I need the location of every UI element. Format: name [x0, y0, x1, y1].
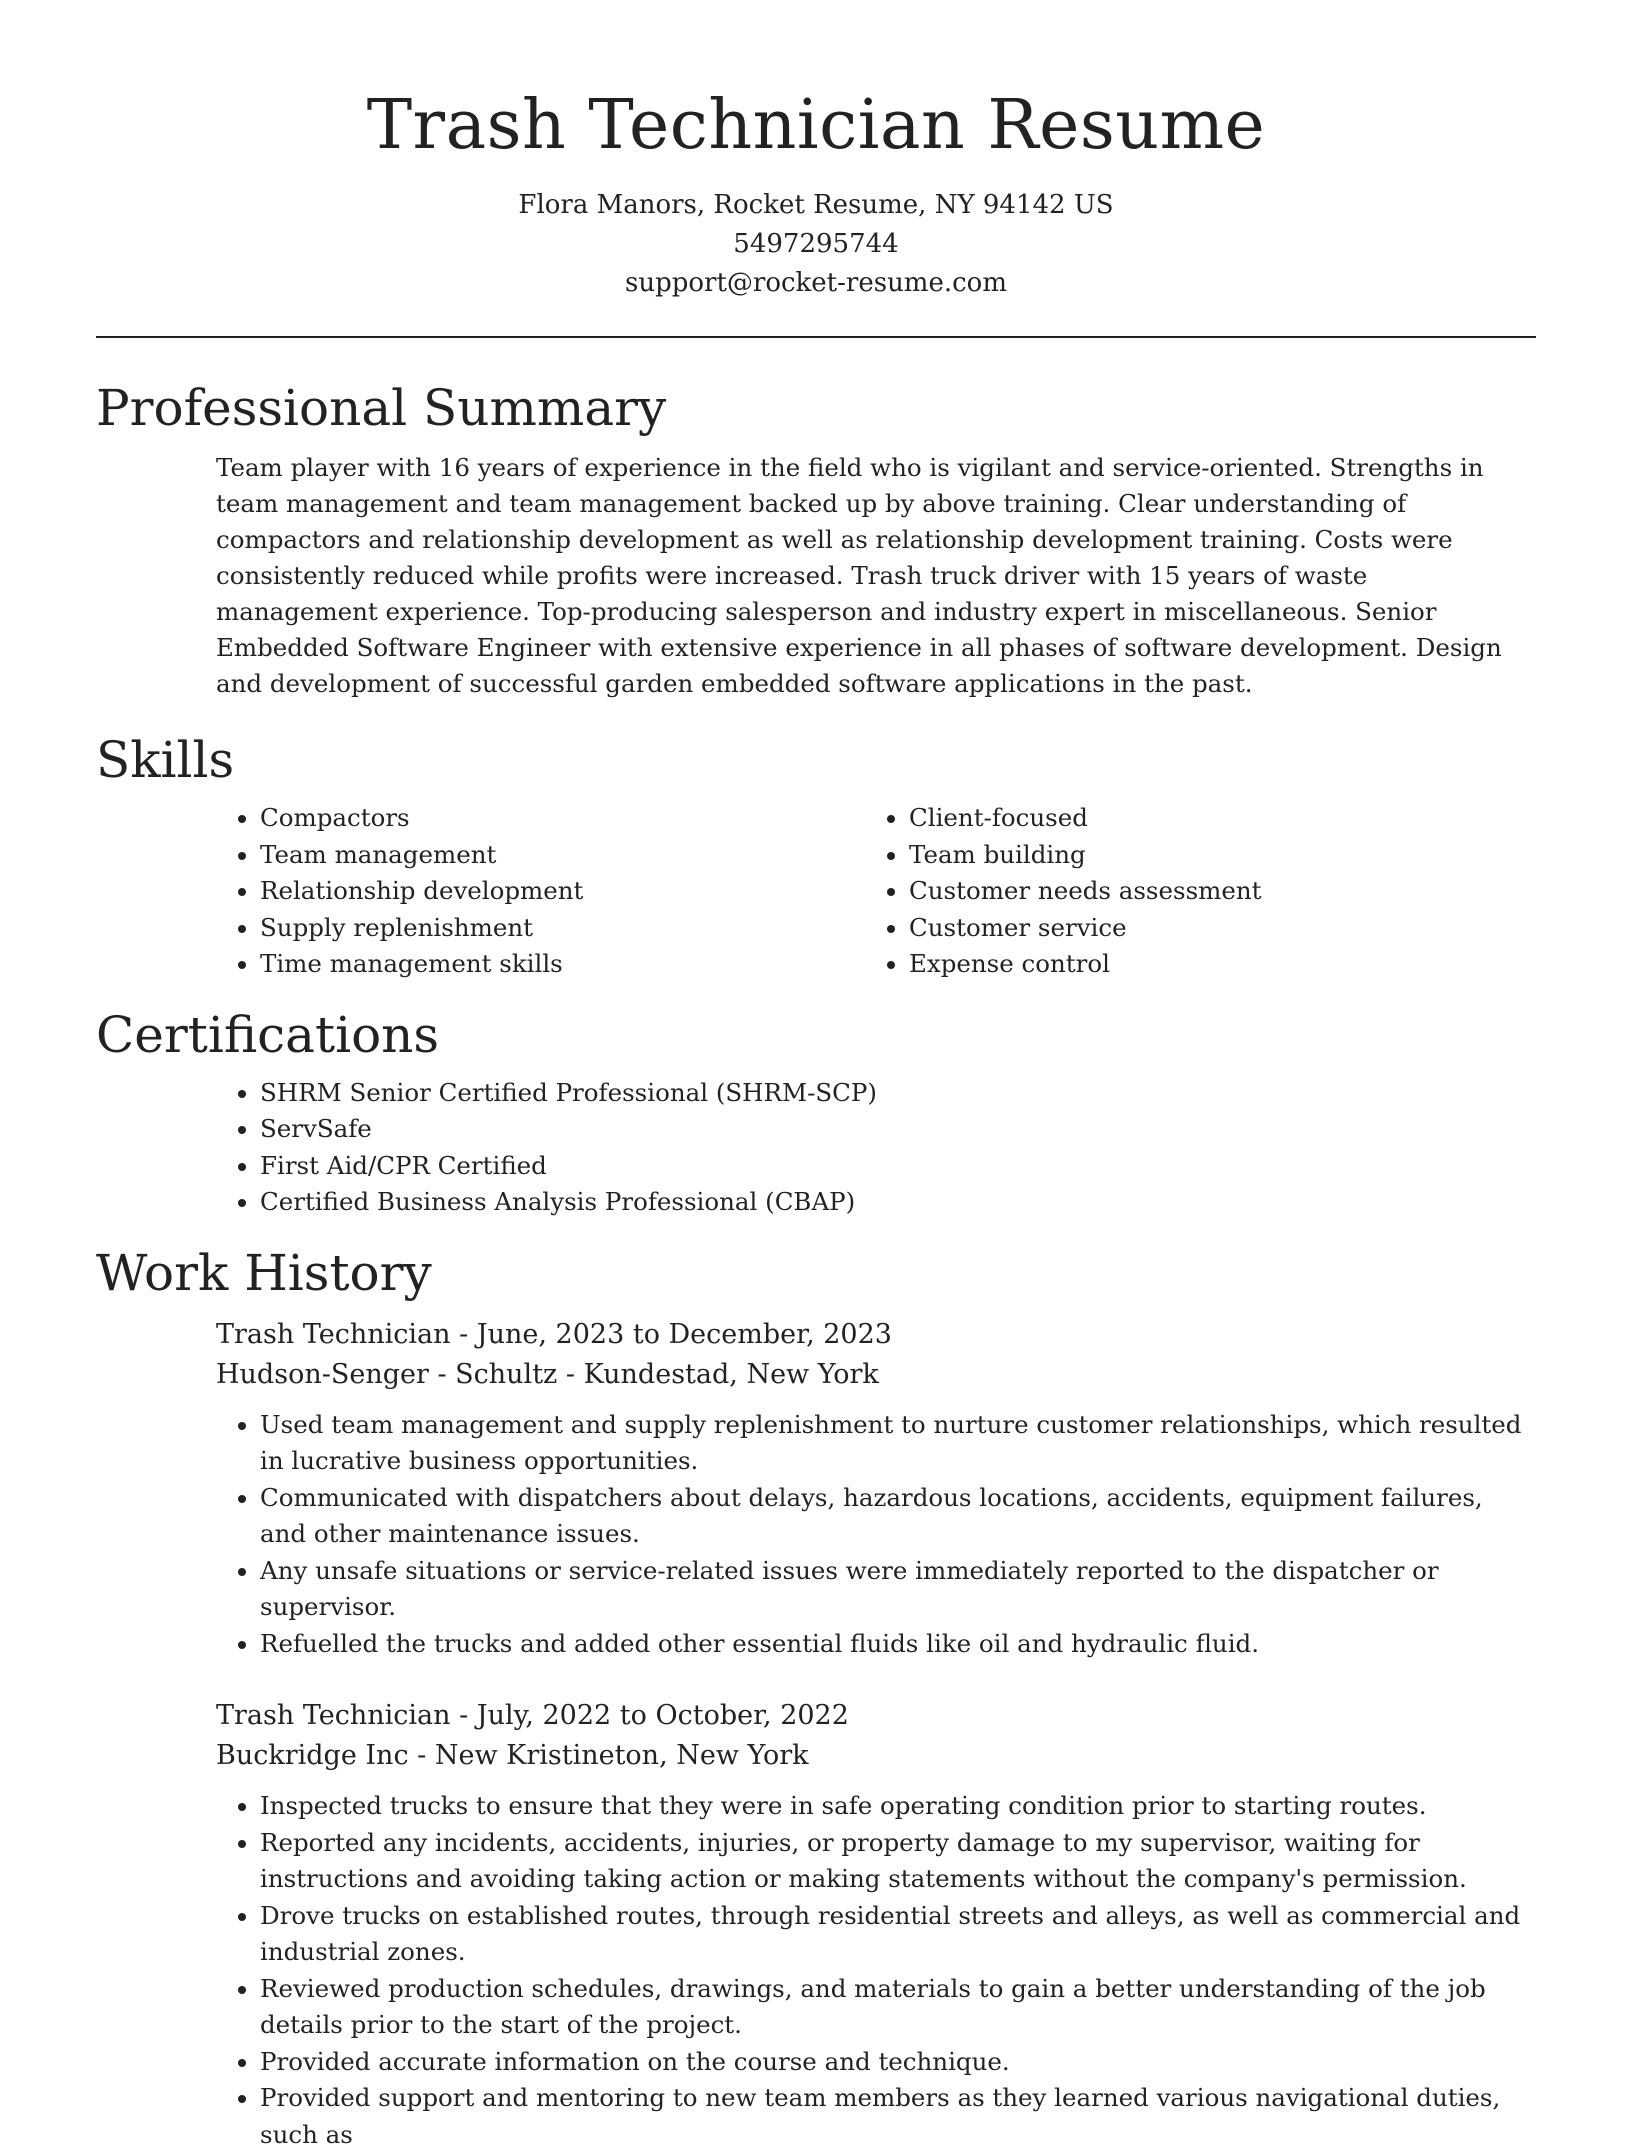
skills-column-left — [96, 800, 745, 983]
skills-heading: Skills — [96, 730, 1536, 790]
contact-address: Flora Manors, Rocket Resume, NY 94142 US — [96, 186, 1536, 225]
job-duty-item: • Inspected trucks to ensure that they were in safe operating condition prior to starting routes. — [260, 1788, 1536, 1825]
certifications-section — [96, 1005, 1536, 1221]
certifications-list — [96, 1075, 1536, 1221]
resume-title: Trash Technician Resume — [96, 86, 1536, 166]
skill-item: • Expense control — [909, 946, 1394, 983]
job-title: Trash Technician — [216, 1319, 451, 1350]
certifications-heading: Certifications — [96, 1005, 1536, 1065]
job-location: - Kundestad, New York — [557, 1359, 878, 1390]
certification-item: • SHRM Senior Certified Professional (SHRM-SCP) — [260, 1075, 1536, 1112]
job-duty-item: • Drove trucks on established routes, through residential streets and alleys, as well as commercial and industrial zones. — [260, 1898, 1536, 1971]
job-company: Buckridge Inc — [216, 1740, 409, 1771]
job-company-line — [216, 1736, 1536, 1776]
job-dates: - July, 2022 to October, 2022 — [451, 1700, 849, 1731]
skill-item: • Supply replenishment — [260, 910, 745, 947]
job-company: Hudson-Senger - Schultz — [216, 1359, 557, 1390]
skills-grid — [96, 800, 1536, 983]
skill-item: • Compactors — [260, 800, 745, 837]
contact-email: support@rocket-resume.com — [96, 264, 1536, 303]
certification-item: • First Aid/CPR Certified — [260, 1148, 1536, 1185]
skill-item: • Time management skills — [260, 946, 745, 983]
summary-heading: Professional Summary — [96, 378, 1536, 438]
job-dates: - June, 2023 to December, 2023 — [451, 1319, 892, 1350]
job-entry — [216, 1315, 1536, 1663]
summary-text: Team player with 16 years of experience in the field who is vigilant and service-oriented. Strengths in team management and team management backed up by above training. Clear understanding of compactors and relationship development as well as relationship development training. Costs were consistently reduced while profits were increased. Trash truck driver with 15 years of waste management experience. Top-producing salesperson and industry expert in miscellaneous. Senior Embedded Software Engineer with extensive experience in all phases of software development. Design and development of successful garden embedded software applications in the past. — [216, 450, 1536, 702]
contact-phone: 5497295744 — [96, 225, 1536, 264]
job-duty-item: • Provided support and mentoring to new team members as they learned various navigational duties, such as — [260, 2080, 1536, 2153]
job-duty-item: • Reported any incidents, accidents, injuries, or property damage to my supervisor, waiting for instructions and avoiding taking action or making statements without the company's permission. — [260, 1825, 1536, 1898]
job-duty-item: • Communicated with dispatchers about delays, hazardous locations, accidents, equipment failures, and other maintenance issues. — [260, 1480, 1536, 1553]
job-duty-item: • Any unsafe situations or service-related issues were immediately reported to the dispatcher or supervisor. — [260, 1553, 1536, 1626]
skill-item: • Team building — [909, 837, 1394, 874]
skill-item: • Relationship development — [260, 873, 745, 910]
work-history-section — [96, 1243, 1536, 2153]
summary-section — [96, 378, 1536, 702]
job-duty-item: • Reviewed production schedules, drawings, and materials to gain a better understanding of the job details prior to the start of the project. — [260, 1971, 1536, 2044]
resume-page — [96, 0, 1536, 2153]
contact-info — [96, 186, 1536, 303]
job-title-line — [216, 1315, 1536, 1355]
skills-column-right — [745, 800, 1394, 983]
job-company-line — [216, 1355, 1536, 1395]
job-location: - New Kristineton, New York — [409, 1740, 809, 1771]
job-duties-list — [216, 1407, 1536, 1663]
skill-item: • Client-focused — [909, 800, 1394, 837]
resume-header — [96, 0, 1536, 338]
job-title: Trash Technician — [216, 1700, 451, 1731]
job-duties-list — [216, 1788, 1536, 2153]
job-entry — [216, 1696, 1536, 2153]
job-duty-item: • Refuelled the trucks and added other essential fluids like oil and hydraulic fluid. — [260, 1626, 1536, 1663]
skill-item: • Customer needs assessment — [909, 873, 1394, 910]
skill-item: • Customer service — [909, 910, 1394, 947]
job-duty-item: • Provided accurate information on the course and technique. — [260, 2044, 1536, 2081]
job-title-line — [216, 1696, 1536, 1736]
header-divider — [96, 336, 1536, 338]
skills-section — [96, 730, 1536, 983]
certification-item: • Certified Business Analysis Professional (CBAP) — [260, 1184, 1536, 1221]
skill-item: • Team management — [260, 837, 745, 874]
work-history-heading: Work History — [96, 1243, 1536, 1303]
certification-item: • ServSafe — [260, 1111, 1536, 1148]
job-duty-item: • Used team management and supply replenishment to nurture customer relationships, which resulted in lucrative business opportunities. — [260, 1407, 1536, 1480]
